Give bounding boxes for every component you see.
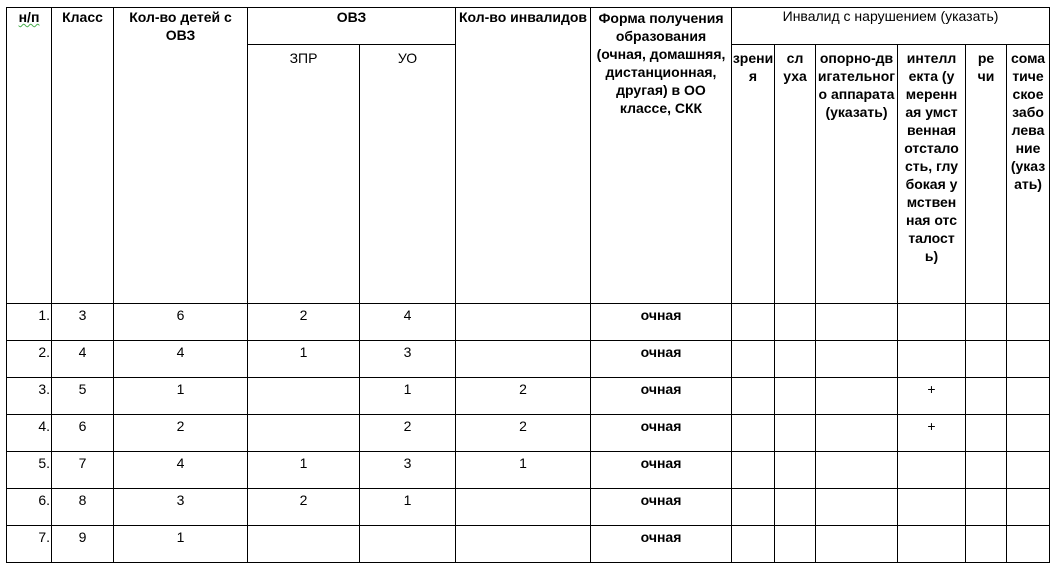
cell-hearing: [775, 415, 816, 452]
cell-count-inv: [456, 489, 591, 526]
cell-num: 2.: [7, 341, 52, 378]
header-uo: УО: [360, 45, 456, 304]
table-body: [7, 304, 1050, 563]
cell-count-inv: 2: [456, 378, 591, 415]
cell-zpr: 1: [248, 452, 360, 489]
cell-locomotor: [816, 304, 898, 341]
cell-hearing: [775, 489, 816, 526]
cell-somatic: [1007, 304, 1050, 341]
table-row: [7, 304, 1050, 341]
cell-speech: [966, 378, 1007, 415]
cell-sight: [732, 415, 775, 452]
cell-hearing: [775, 378, 816, 415]
header-intellect: интеллекта (умеренная умственная отсталость, глубокая умственная отсталость): [898, 45, 966, 304]
cell-class: 8: [52, 489, 114, 526]
cell-intellect: [898, 526, 966, 563]
cell-zpr: [248, 415, 360, 452]
header-sight: зрения: [732, 45, 775, 304]
header-somatic: соматическое заболевание (указать): [1007, 45, 1050, 304]
header-count-ovz: Кол-во детей с ОВЗ: [114, 8, 248, 304]
cell-count-ovz: 1: [114, 378, 248, 415]
cell-class: 3: [52, 304, 114, 341]
cell-uo: 3: [360, 452, 456, 489]
cell-intellect: [898, 341, 966, 378]
table-row: [7, 452, 1050, 489]
header-locomotor: опорно-двигательного аппарата (указать): [816, 45, 898, 304]
cell-somatic: [1007, 452, 1050, 489]
cell-sight: [732, 378, 775, 415]
cell-count-ovz: 2: [114, 415, 248, 452]
cell-sight: [732, 526, 775, 563]
ovz-table: [6, 7, 1050, 563]
cell-somatic: [1007, 415, 1050, 452]
cell-uo: 4: [360, 304, 456, 341]
cell-count-inv: [456, 341, 591, 378]
cell-sight: [732, 452, 775, 489]
cell-somatic: [1007, 378, 1050, 415]
cell-count-ovz: 3: [114, 489, 248, 526]
cell-intellect: [898, 304, 966, 341]
cell-locomotor: [816, 415, 898, 452]
cell-form: очная: [591, 415, 732, 452]
cell-zpr: 1: [248, 341, 360, 378]
cell-form: очная: [591, 452, 732, 489]
cell-class: 7: [52, 452, 114, 489]
cell-hearing: [775, 341, 816, 378]
cell-num: 5.: [7, 452, 52, 489]
cell-speech: [966, 452, 1007, 489]
cell-uo: 1: [360, 489, 456, 526]
cell-class: 6: [52, 415, 114, 452]
cell-speech: [966, 341, 1007, 378]
cell-form: очная: [591, 341, 732, 378]
cell-somatic: [1007, 526, 1050, 563]
cell-class: 5: [52, 378, 114, 415]
cell-num: 4.: [7, 415, 52, 452]
cell-num: 7.: [7, 526, 52, 563]
cell-somatic: [1007, 489, 1050, 526]
header-speech: речи: [966, 45, 1007, 304]
table-row: [7, 378, 1050, 415]
cell-zpr: 2: [248, 304, 360, 341]
cell-form: очная: [591, 304, 732, 341]
cell-locomotor: [816, 341, 898, 378]
cell-num: 6.: [7, 489, 52, 526]
cell-uo: 1: [360, 378, 456, 415]
table-row: [7, 489, 1050, 526]
table-row: [7, 526, 1050, 563]
cell-count-inv: [456, 304, 591, 341]
cell-intellect: +: [898, 415, 966, 452]
cell-count-inv: 1: [456, 452, 591, 489]
cell-speech: [966, 526, 1007, 563]
cell-speech: [966, 304, 1007, 341]
cell-zpr: [248, 378, 360, 415]
cell-count-ovz: 1: [114, 526, 248, 563]
cell-num: 1.: [7, 304, 52, 341]
cell-hearing: [775, 452, 816, 489]
cell-class: 4: [52, 341, 114, 378]
cell-intellect: [898, 489, 966, 526]
cell-hearing: [775, 526, 816, 563]
cell-count-ovz: 4: [114, 452, 248, 489]
cell-sight: [732, 304, 775, 341]
cell-count-inv: [456, 526, 591, 563]
cell-speech: [966, 489, 1007, 526]
cell-locomotor: [816, 378, 898, 415]
cell-speech: [966, 415, 1007, 452]
cell-locomotor: [816, 452, 898, 489]
cell-class: 9: [52, 526, 114, 563]
cell-sight: [732, 489, 775, 526]
cell-hearing: [775, 304, 816, 341]
header-hearing: слуха: [775, 45, 816, 304]
cell-intellect: +: [898, 378, 966, 415]
header-invalid-group: Инвалид с нарушением (указать): [732, 8, 1050, 45]
header-class: Класс: [52, 8, 114, 304]
cell-sight: [732, 341, 775, 378]
table-row: [7, 415, 1050, 452]
cell-form: очная: [591, 489, 732, 526]
cell-count-ovz: 4: [114, 341, 248, 378]
table-row: [7, 341, 1050, 378]
cell-locomotor: [816, 526, 898, 563]
cell-zpr: [248, 526, 360, 563]
cell-uo: [360, 526, 456, 563]
cell-form: очная: [591, 526, 732, 563]
cell-num: 3.: [7, 378, 52, 415]
cell-uo: 2: [360, 415, 456, 452]
cell-intellect: [898, 452, 966, 489]
cell-form: очная: [591, 378, 732, 415]
header-ovz: ОВЗ: [248, 8, 456, 45]
cell-somatic: [1007, 341, 1050, 378]
header-zpr: ЗПР: [248, 45, 360, 304]
header-np: н/п: [7, 8, 52, 304]
cell-locomotor: [816, 489, 898, 526]
cell-count-inv: 2: [456, 415, 591, 452]
cell-uo: 3: [360, 341, 456, 378]
cell-count-ovz: 6: [114, 304, 248, 341]
header-count-inv: Кол-во инвалидов: [456, 8, 591, 304]
cell-zpr: 2: [248, 489, 360, 526]
header-form: Форма получения образования (очная, домашняя, дистанционная, другая) в ОО классе, СКК: [591, 8, 732, 304]
